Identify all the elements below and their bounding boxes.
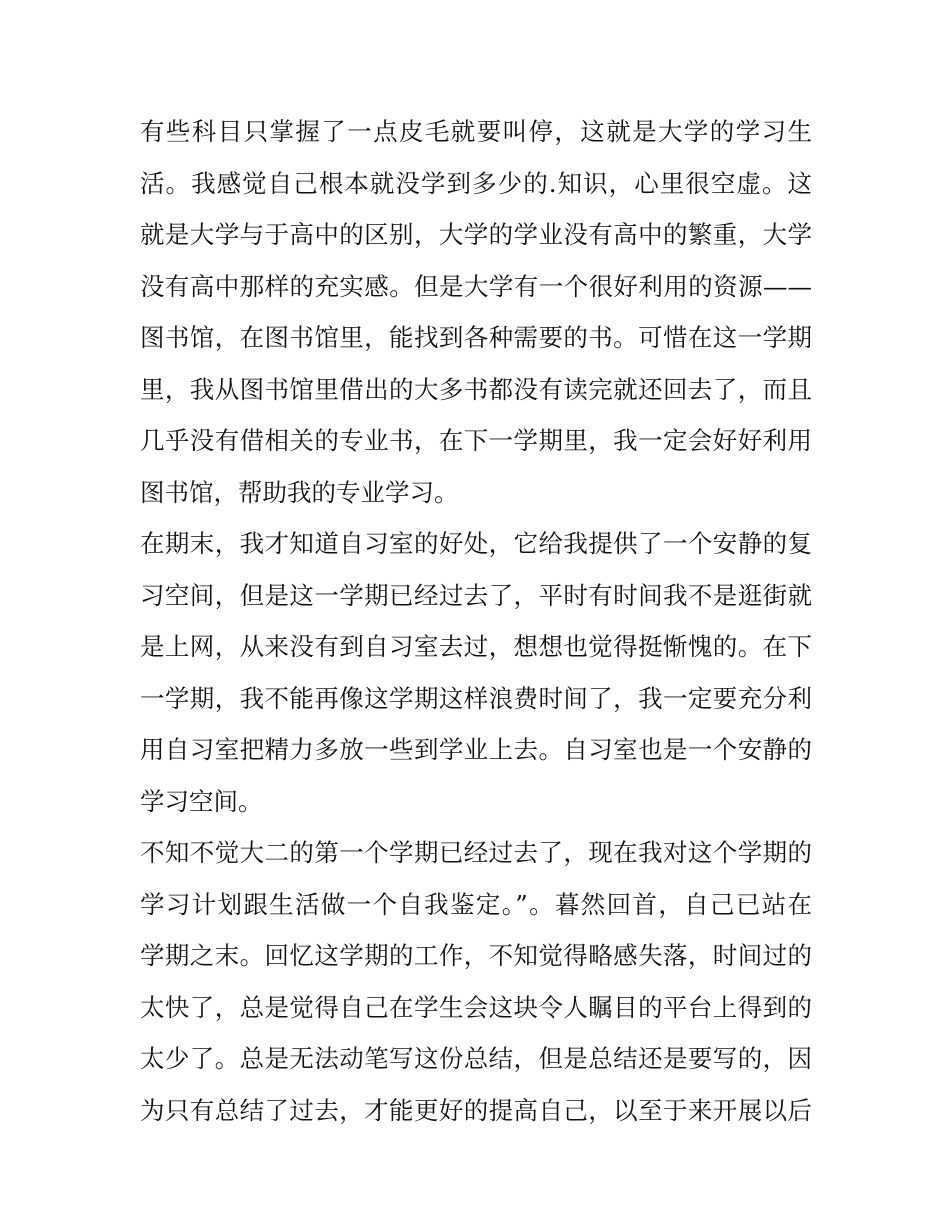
paragraph-2-line-4: 一学期，我不能再像这学期这样浪费时间了，我一定要充分利	[140, 683, 812, 713]
paragraph-3-line-5: 太少了。总是无法动笔写这份总结，但是总结还是要写的，因	[140, 1044, 812, 1073]
paragraph-1-line-7: 几乎没有借相关的专业书，在下一学期里，我一定会好好利用	[140, 426, 812, 455]
paragraph-3-line-4: 太快了，总是觉得自己在学生会这块令人瞩目的平台上得到的	[140, 992, 812, 1022]
paragraph-1-line-3: 就是大学与于高中的区别，大学的学业没有高中的繁重，大学	[140, 220, 812, 249]
body-text	[140, 106, 812, 1136]
paragraph-2-line-6: 学习空间。	[140, 786, 263, 816]
paragraph-1-line-8: 图书馆，帮助我的专业学习。	[140, 477, 459, 507]
paragraph-1-line-1: 有些科目只掌握了一点皮毛就要叫停，这就是大学的学习生	[140, 117, 812, 146]
paragraph-3-line-1: 不知不觉大二的第一个学期已经过去了，现在我对这个学期的	[140, 838, 812, 867]
paragraph-2-line-3: 是上网，从来没有到自习室去过，想想也觉得挺惭愧的。在下	[140, 632, 812, 661]
paragraph-1-line-5: 图书馆，在图书馆里，能找到各种需要的书。可惜在这一学期	[140, 323, 812, 352]
paragraph-1-line-4: 没有高中那样的充实感。但是大学有一个很好利用的资源——	[140, 271, 812, 301]
paragraph-2-line-5: 用自习室把精力多放一些到学业上去。自习室也是一个安静的	[140, 735, 812, 764]
paragraph-2-line-1: 在期末，我才知道自习室的好处，它给我提供了一个安静的复	[140, 529, 812, 558]
paragraph-3-line-3: 学期之末。回忆这学期的工作，不知觉得略感失落，时间过的	[140, 941, 812, 970]
paragraph-1-line-2: 活。我感觉自己根本就没学到多少的.知识，心里很空虚。这	[140, 168, 812, 198]
paragraph-2-line-2: 习空间，但是这一学期已经过去了，平时有时间我不是逛街就	[140, 580, 812, 610]
paragraph-3-line-2: 学习计划跟生活做一个自我鉴定。”。暮然回首，自己已站在	[140, 889, 812, 919]
paragraph-3-line-6: 为只有总结了过去，才能更好的提高自己，以至于来开展以后	[140, 1095, 812, 1125]
paragraph-1-line-6: 里，我从图书馆里借出的大多书都没有读完就还回去了，而且	[140, 374, 812, 404]
